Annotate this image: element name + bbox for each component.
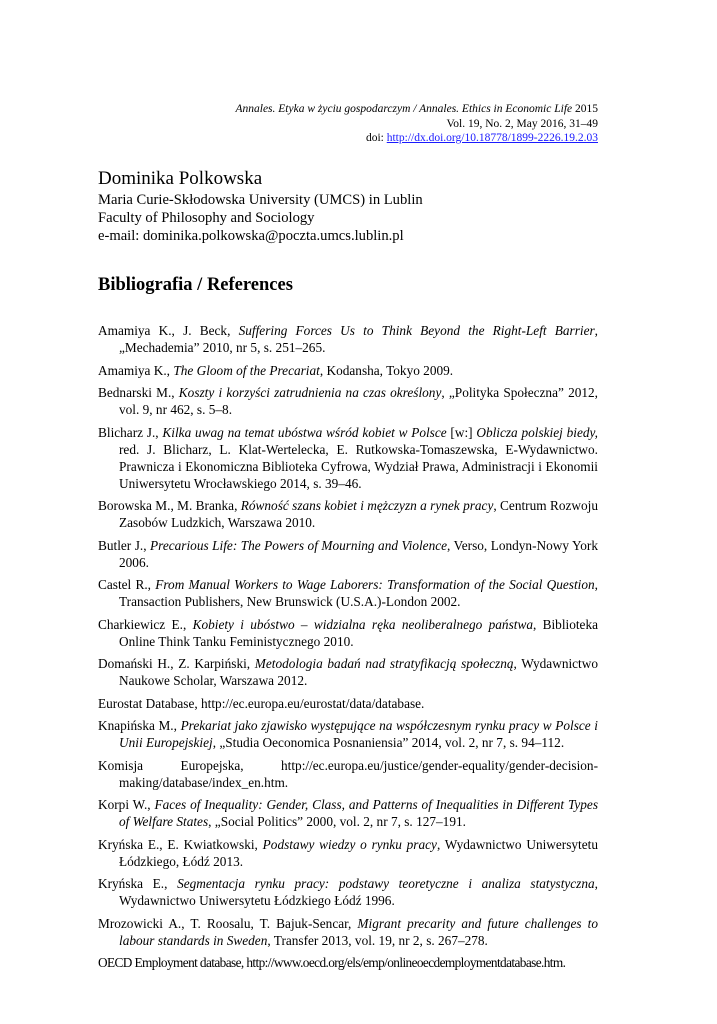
reference-item (98, 576, 598, 610)
reference-details: , Verso, Londyn-Nowy York 2006. (119, 537, 598, 570)
reference-details: , „Polityka Społeczna” 2012, vol. 9, nr 462, s. 5–8. (119, 385, 598, 417)
reference-title: Kobiety i ubóstwo – widzialna ręka neoliberalnego państwa (192, 616, 533, 632)
reference-item (98, 954, 598, 971)
reference-details: [w:] (446, 424, 477, 440)
reference-author: OECD Employment database, http://www.oecd.org/els/emp/onlineoecdemploymentdatabase.htm. (98, 955, 566, 970)
author-email: e-mail: dominika.polkowska@poczta.umcs.lublin.pl (98, 228, 404, 244)
reference-item (98, 497, 598, 531)
reference-details: , Transfer 2013, vol. 19, nr 2, s. 267–278. (267, 932, 488, 948)
reference-item (98, 655, 598, 689)
reference-title: Równość szans kobiet i mężczyzn a rynek pracy (240, 498, 494, 513)
reference-title: Kilka uwag na temat ubóstwa wśród kobiet w Polsce (162, 424, 447, 440)
reference-details: , Kodansha, Tokyo 2009. (319, 362, 454, 378)
reference-item (98, 836, 598, 870)
reference-title: The Gloom of the Precariat (173, 362, 320, 378)
reference-book-title: Oblicza polskiej biedy, (476, 424, 598, 440)
reference-item (98, 717, 598, 751)
reference-title: Segmentacja rynku pracy: podstawy teoretyczne i analiza statystyczna (177, 876, 595, 891)
doi-label: doi: (365, 132, 384, 144)
reference-author: Borowska M., M. Branka, (98, 498, 241, 513)
reference-author: Blicharz J., (98, 424, 163, 440)
reference-author: Charkiewicz E., (98, 616, 193, 632)
reference-author: Korpi W., (98, 797, 155, 812)
reference-item (98, 915, 598, 949)
journal-line (235, 102, 598, 117)
reference-title: Prekariat jako zjawisko występujące na współczesnym rynku pracy w Polsce i Unii Europejskiej (119, 718, 598, 750)
author-affiliation-university: Maria Curie-Skłodowska University (UMCS) in Lublin (98, 192, 423, 208)
reference-item (98, 796, 598, 830)
reference-details: , Centrum Rozwoju Zasobów Ludzkich, Warszawa 2010. (119, 498, 598, 530)
reference-item (98, 362, 598, 379)
section-title: Bibliografia / References (98, 275, 293, 295)
reference-author: Castel R., (98, 577, 156, 592)
reference-author: Eurostat Database, http://ec.europa.eu/eurostat/data/database. (98, 695, 425, 711)
journal-year: 2015 (575, 103, 598, 115)
author-name: Dominika Polkowska (98, 168, 263, 189)
reference-author: Amamiya K., (98, 362, 174, 378)
reference-details: , Biblioteka Online Think Tanku Feministycznego 2010. (119, 616, 598, 649)
reference-item (98, 384, 598, 418)
reference-author: Knapińska M., (98, 718, 181, 733)
reference-item (98, 695, 598, 712)
doi-line (235, 131, 598, 146)
reference-title: Podstawy wiedzy o rynku pracy (262, 836, 437, 852)
reference-title: From Manual Workers to Wage Laborers: Transformation of the Social Question (155, 577, 595, 592)
reference-item (98, 424, 598, 492)
reference-item (98, 616, 598, 650)
reference-author: Mrozowicki A., T. Roosalu, T. Bajuk-Sencar, (98, 915, 358, 931)
reference-author: Domański H., Z. Karpiński, (98, 656, 255, 671)
reference-details: , „Studia Oeconomica Posnaniensia” 2014, vol. 2, nr 7, s. 94–112. (212, 735, 565, 750)
reference-item (98, 537, 598, 571)
author-affiliation-faculty: Faculty of Philosophy and Sociology (98, 210, 315, 226)
reference-title: Precarious Life: The Powers of Mourning and Violence (150, 537, 448, 553)
reference-details: , „Mechademia” 2010, nr 5, s. 251–265. (119, 323, 598, 355)
reference-author: Amamiya K., J. Beck, (98, 323, 239, 338)
reference-author: Butler J., (98, 537, 151, 553)
reference-details: , „Social Politics” 2000, vol. 2, nr 7, s. 127–191. (208, 814, 466, 829)
reference-item (98, 322, 598, 356)
doi-link[interactable]: http://dx.doi.org/10.18778/1899-2226.19.2.03 (386, 132, 598, 144)
reference-author: Kryńska E., E. Kwiatkowski, (98, 836, 263, 852)
author-block (98, 167, 618, 245)
reference-item (98, 875, 598, 909)
reference-details: , Wydawnictwo Naukowe Scholar, Warszawa 2012. (119, 656, 599, 688)
volume-info: Vol. 19, No. 2, May 2016, 31–49 (446, 117, 598, 130)
reference-details: , Wydawnictwo Uniwersytetu Łódzkiego Łódź 1996. (119, 876, 598, 908)
reference-book-details: red. J. Blicharz, L. Klat-Wertelecka, E. Rutkowska-Tomaszewska, E-Wydawnictwo. Prawnicza i Ekonomiczna Biblioteka Cyfrowa, Wydział Prawa, Administracji i Ekonomii Uniwersytetu Wrocławskiego 2014, s. 39–46. (119, 441, 598, 491)
reference-item (98, 757, 598, 791)
reference-title: Koszty i korzyści zatrudnienia na czas określony (178, 385, 442, 400)
reference-title: Metodologia badań nad stratyfikacją społeczną (254, 656, 514, 671)
reference-details: , Wydawnictwo Uniwersytetu Łódzkiego, Łódź 2013. (119, 836, 598, 869)
reference-details: , Transaction Publishers, New Brunswick (U.S.A.)-London 2002. (119, 577, 598, 609)
journal-header (235, 102, 598, 146)
journal-name: Annales. Etyka w życiu gospodarczym / Annales. Ethics in Economic Life (235, 103, 573, 115)
reference-title: Faces of Inequality: Gender, Class, and Patterns of Inequalities in Different Types of Welfare States (119, 797, 598, 829)
reference-title: Migrant precarity and future challenges to labour standards in Sweden (119, 915, 599, 948)
reference-list (98, 322, 598, 977)
reference-title: Suffering Forces Us to Think Beyond the Right-Left Barrier (238, 323, 595, 338)
reference-author: Kryńska E., (98, 876, 178, 891)
reference-author: Komisja Europejska, http://ec.europa.eu/justice/gender-equality/gender-decision-making/database/index_en.htm. (98, 757, 598, 790)
reference-author: Bednarski M., (98, 385, 179, 400)
